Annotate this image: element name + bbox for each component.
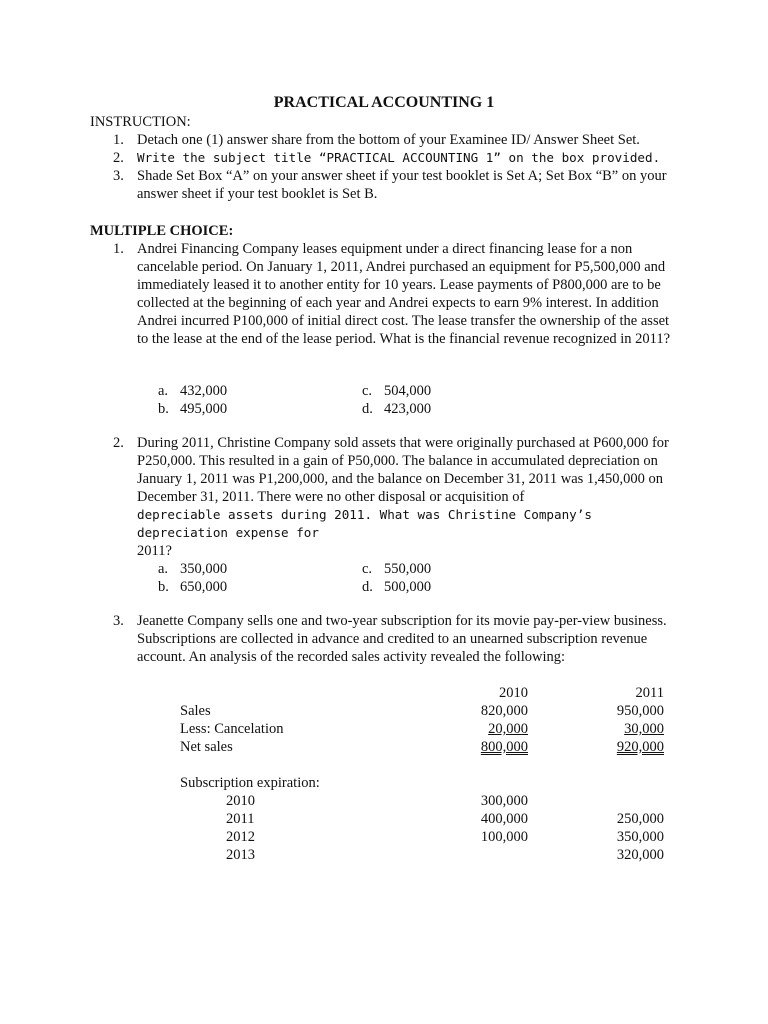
instruction-number: 3.: [113, 168, 124, 184]
cell-2011: 30,000: [624, 721, 664, 737]
expiration-year: 2013: [226, 847, 255, 863]
option-value: 423,000: [384, 401, 432, 417]
row-label: Sales: [180, 703, 211, 719]
cell-2010: 820,000: [480, 703, 528, 719]
question-text: During 2011, Christine Company sold assets that were originally purchased at P600,000 for P250,000. This resulted in a gain of P50,000. The balance in accumulated depreciation on January 1, 2011 was P1,200,000, and the balance on December 31, 2011 was 1,450,000 on December 31, 2011. There were no other disposal or acquisition of: [137, 435, 669, 505]
question-text-continued: depreciable assets during 2011. What was Christine Company’s depreciation expense for: [137, 507, 592, 540]
option-value: 350,000: [180, 561, 228, 577]
option-d: [362, 400, 431, 418]
column-header-2011: 2011: [635, 685, 664, 701]
option-letter: b.: [158, 401, 169, 417]
table-row: [180, 810, 664, 828]
cell-2011: 950,000: [616, 703, 664, 719]
question-number: 3.: [113, 613, 124, 629]
table-row: [180, 792, 664, 810]
expiration-label: Subscription expiration:: [180, 775, 320, 791]
expiration-header-row: [180, 774, 664, 792]
question-2: [113, 434, 673, 560]
question-number: 2.: [113, 435, 124, 451]
instruction-number: 2.: [113, 150, 124, 166]
option-letter: c.: [362, 383, 373, 399]
table-row: [180, 702, 664, 720]
cell-2011: 320,000: [616, 847, 664, 863]
option-b: [158, 400, 227, 418]
option-value: 504,000: [384, 383, 432, 399]
table-row: [180, 738, 664, 756]
option-c: [362, 382, 431, 400]
cell-2011: 250,000: [616, 811, 664, 827]
instruction-item: [113, 167, 673, 203]
instruction-label: INSTRUCTION:: [90, 114, 191, 130]
option-d: [362, 578, 431, 596]
option-value: 550,000: [384, 561, 432, 577]
table-row: [180, 828, 664, 846]
sales-analysis-table: [180, 684, 664, 864]
instruction-item: [113, 131, 673, 149]
row-label: Less: Cancelation: [180, 721, 284, 737]
row-label: Net sales: [180, 739, 233, 755]
cell-2011: [528, 792, 664, 810]
option-letter: d.: [362, 401, 373, 417]
instruction-number: 1.: [113, 132, 124, 148]
question-text: Andrei Financing Company leases equipment under a direct financing lease for a non cancelable period. On January 1, 2011, Andrei purchased an equipment for P5,500,000 and immediately leased it to another entity for 10 years. Lease payments of P800,000 are to be collected at the beginning of each year and Andrei expects to earn 9% interest. In addition Andrei incurred P100,000 of initial direct cost. The lease transfer the ownership of the asset to the lease at the end of the lease period. What is the financial revenue recognized in 2011?: [137, 241, 671, 347]
option-letter: b.: [158, 579, 169, 595]
instruction-text: Shade Set Box “A” on your answer sheet if your test booklet is Set A; Set Box “B” on your answer sheet if your test booklet is Set B.: [137, 168, 667, 202]
cell-2010: 100,000: [480, 829, 528, 845]
cell-2010: 20,000: [488, 721, 528, 737]
question-3: [113, 612, 673, 666]
question-text: Jeanette Company sells one and two-year subscription for its movie pay-per-view business. Subscriptions are collected in advance and credited to an unearned subscription revenue account. An analysis of the recorded sales activity revealed the following:: [137, 613, 667, 665]
page-title: PRACTICAL ACCOUNTING 1: [273, 94, 495, 111]
option-b: [158, 578, 227, 596]
option-value: 500,000: [384, 579, 432, 595]
cell-2010: [454, 846, 528, 864]
table-row: [180, 846, 664, 864]
option-value: 432,000: [180, 383, 228, 399]
question-1: [113, 240, 673, 348]
option-letter: d.: [362, 579, 373, 595]
cell-2010: 300,000: [480, 793, 528, 809]
option-a: [158, 382, 227, 400]
cell-2011: 920,000: [616, 739, 664, 755]
option-c: [362, 560, 431, 578]
option-letter: c.: [362, 561, 373, 577]
instruction-item: [113, 149, 673, 167]
column-header-2010: 2010: [499, 685, 528, 701]
cell-2010: 800,000: [480, 739, 528, 755]
cell-2011: 350,000: [616, 829, 664, 845]
option-letter: a.: [158, 383, 169, 399]
option-value: 495,000: [180, 401, 228, 417]
expiration-year: 2012: [226, 829, 255, 845]
table-row: [180, 720, 664, 738]
cell-2010: 400,000: [480, 811, 528, 827]
table-header-row: [180, 684, 664, 702]
instruction-text: Detach one (1) answer share from the bottom of your Examinee ID/ Answer Sheet Set.: [137, 132, 640, 148]
question-number: 1.: [113, 241, 124, 257]
multiple-choice-label: MULTIPLE CHOICE:: [90, 223, 234, 239]
option-letter: a.: [158, 561, 169, 577]
expiration-year: 2011: [226, 811, 255, 827]
question-text-end: 2011?: [137, 543, 172, 559]
expiration-year: 2010: [226, 793, 255, 809]
option-a: [158, 560, 227, 578]
option-value: 650,000: [180, 579, 228, 595]
instruction-text: Write the subject title “PRACTICAL ACCOUNTING 1” on the box provided.: [137, 150, 661, 165]
